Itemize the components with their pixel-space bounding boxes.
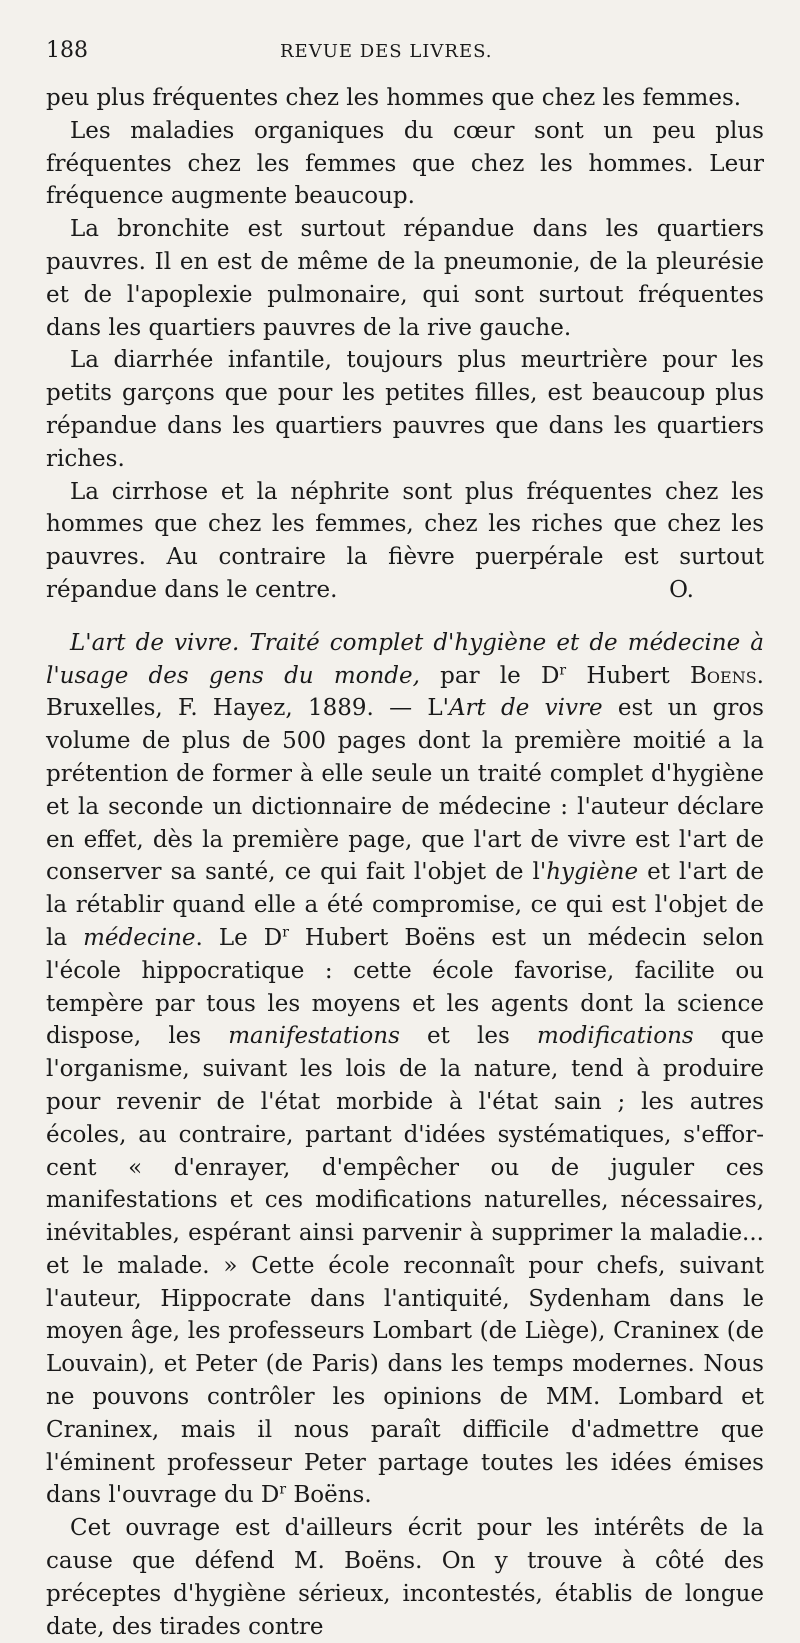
review-modifications-italic: modifications [536,1023,694,1050]
paragraph-heart-disease: Les maladies organiques du cœur sont un peu plus fréquentes chez les femmes que chez les hommes. Leur fréquence augmente beaucoup. [46,117,764,210]
review-text-b: est un gros volume de plus de 500 pages dont la première moitié a la prétention de former à elle seule un traité complet d'hygiène et la seconde un dictionnaire de médecine : l'auteur déclare en effet, dès la première page, que l'art de vivre est l'art de conserver sa santé, ce qui fait l'objet de l' [46,695,764,886]
review-author-last: Boens [690,662,757,689]
dr-superscript: r [559,661,567,678]
signature: O. [669,576,694,603]
page-number: 188 [46,38,88,63]
review-by: par le D [419,662,560,689]
paragraph-bronchitis: La bronchite est surtout répandue dans les quartiers pauvres. Il en est de même de la pneumonie, de la pleurésie et de l'apoplexie pulmonaire, qui sont surtout fréquentes dans les quartiers pauvres de la rive gauche. [46,216,764,341]
review-text-a: L' [427,695,449,722]
review-text-f: et les [399,1023,537,1050]
review-publisher: . Bruxelles, F. Hayez, 1889. — [46,662,764,722]
section-gap [46,607,764,627]
review-author-first: Hubert [566,662,690,689]
dr-superscript-3: r [279,1481,287,1498]
review-manifestations-italic: manifestations [228,1023,400,1050]
paragraph-cirrhosis [46,476,764,607]
review-text-e: Hubert Boëns est un médecin selon l'école hippocratique : cette école favorise, facilite ou tempère par tous les moyens et les agents dont la science dispose, les [46,924,764,1050]
review-text-h: Boëns. [286,1482,372,1509]
review-text-g: que l'organisme, suivant les lois de la nature, tend à produire pour revenir de l'état morbide à l'état sain ; les autres écoles, au contraire, partant d'idées systématiques, s'efforcent « d'enrayer, d'empêcher ou de juguler ces manifestations et ces modifications naturelles, nécessaires, inévitables, espérant ainsi parvenir à supprimer la maladie... et le malade. » Cette école reconnaît pour chefs, suivant l'auteur, Hippocrate dans l'antiquité, Sydenham dans le moyen âge, les professeurs Lombart (de Liège), Craninex (de Louvain), et Peter (de Paris) dans les temps modernes. Nous ne pouvons contrôler les opinions de MM. Lombard et Craninex, mais il nous paraît difficile d'admettre que l'éminent professeur Peter partage toutes les idées émises dans l'ouvrage du D [46,1023,764,1509]
paragraph-continued: peu plus fréquentes chez les hommes que chez les femmes. [46,85,742,111]
review-paragraph-2: Cet ouvrage est d'ailleurs écrit pour les intérêts de la cause que défend M. Boëns. On y trouve à côté des préceptes d'hygiène sérieux, incontestés, établis de longue date, des tirades contre [46,1515,764,1640]
paragraph-cirrhosis-text: La cirrhose et la néphrite sont plus fréquentes chez les hommes que chez les femmes, chez les riches que chez les pauvres. Au contraire la fièvre puerpérale est surtout répandue dans le centre. [46,478,764,603]
review-text-c: et l'art de la rétablir quand elle a été compromise, ce qui est l'objet de la [46,859,764,951]
dr-superscript-2: r [282,924,289,941]
review-text-d: . Le D [195,924,283,951]
running-head: REVUE DES LIVRES. [280,41,493,62]
page-header [46,38,764,82]
review-art-italic: Art de vivre [448,695,603,722]
review-medecine-italic: médecine [83,924,196,951]
review-paragraph [46,627,764,1513]
review-hygiene-italic: hygiène [546,859,639,886]
paragraph-diarrhea: La diarrhée infantile, toujours plus meurtrière pour les petits garçons que pour les petites filles, est beaucoup plus répandue dans les quartiers pauvres que dans les quartiers riches. [46,347,764,472]
review-book-title: L'art de vivre. Traité complet d'hygiène et de médecine à l'usage des gens du monde, [46,629,764,689]
